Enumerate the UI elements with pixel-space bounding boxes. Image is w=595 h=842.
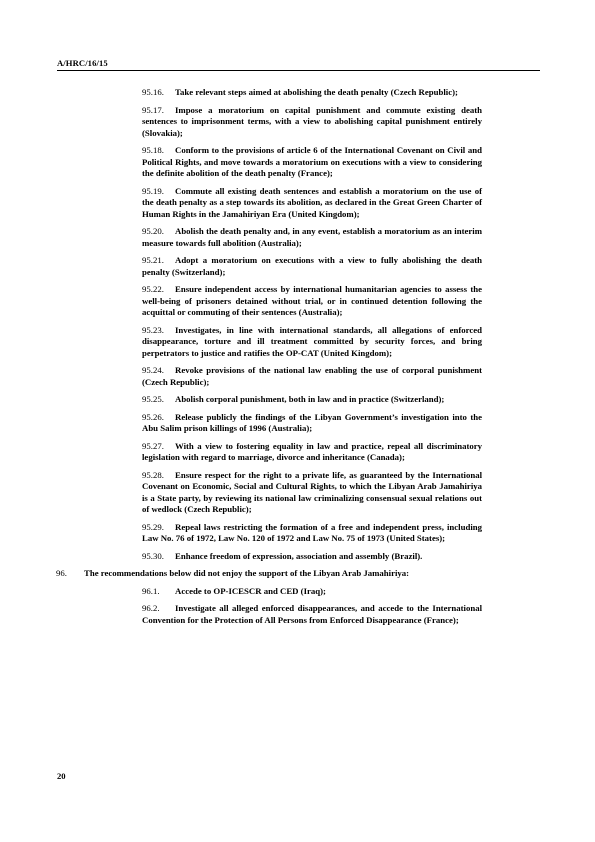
recommendation-item: [142, 551, 482, 563]
recommendation-text: Ensure independent access by international humanitarian agencies to assess the well-being of prisoners detained without trial, or in continued detention following the acquittal or commuting of their sentences (Australia);: [142, 284, 482, 317]
recommendation-item: [142, 226, 482, 249]
page-number: 20: [57, 771, 66, 781]
recommendations-96-list: [113, 586, 482, 627]
recommendation-text: Abolish the death penalty and, in any event, establish a moratorium as an interim measure towards full abolition (Australia);: [142, 226, 482, 248]
recommendation-item: [142, 586, 482, 598]
header-rule: [57, 70, 540, 71]
recommendation-number: 95.24.: [142, 365, 164, 375]
document-symbol: A/HRC/16/15: [57, 58, 108, 68]
recommendation-text: Abolish corporal punishment, both in law and in practice (Switzerland);: [175, 394, 445, 404]
recommendation-item: [142, 470, 482, 516]
paragraph-96: [56, 568, 482, 580]
recommendation-number: 96.2.: [142, 603, 160, 613]
recommendation-item: [142, 412, 482, 435]
recommendation-number: 95.17.: [142, 104, 164, 115]
recommendation-number: 95.18.: [142, 145, 164, 155]
recommendation-text: Revoke provisions of the national law enabling the use of corporal punishment (Czech Republic);: [142, 365, 482, 387]
recommendation-text: Conform to the provisions of article 6 of the International Covenant on Civil and Political Rights, and move towards a moratorium on executions with a view to considering the definite abolition of the death penalty (France);: [142, 145, 482, 178]
recommendation-text: Accede to OP-ICESCR and CED (Iraq);: [175, 585, 326, 596]
recommendation-text: Release publicly the findings of the Libyan Government’s investigation into the Abu Salim prison killings of 1996 (Australia);: [142, 411, 482, 433]
recommendation-number: 95.26.: [142, 411, 164, 422]
recommendation-text: With a view to fostering equality in law and practice, repeal all discriminatory legislation with regard to marriage, divorce and inheritance (Canada);: [142, 440, 482, 462]
recommendation-item: [142, 441, 482, 464]
recommendation-text: Repeal laws restricting the formation of a free and independent press, including Law No. 76 of 1972, Law No. 120 of 1972 and Law No. 75 of 1973 (United States);: [142, 521, 482, 543]
paragraph-text: The recommendations below did not enjoy the support of the Libyan Arab Jamahiriya:: [84, 568, 410, 578]
recommendation-text: Investigates, in line with international standards, all allegations of enforced disappearance, torture and ill treatment committed by security forces, and bring perpetrators to justice and ratifies the OP-CAT (United Kingdom);: [142, 324, 482, 358]
recommendation-number: 96.1.: [142, 585, 160, 596]
recommendation-item: [142, 394, 482, 406]
recommendation-item: [142, 603, 482, 626]
recommendation-item: [142, 87, 482, 99]
recommendation-number: 95.23.: [142, 324, 164, 335]
recommendation-number: 95.20.: [142, 226, 164, 236]
recommendation-item: [142, 255, 482, 278]
recommendation-number: 95.30.: [142, 550, 164, 561]
recommendation-number: 95.27.: [142, 440, 164, 451]
recommendation-item: [142, 284, 482, 319]
recommendation-item: [142, 186, 482, 221]
recommendation-text: Adopt a moratorium on executions with a view to fully abolishing the death penalty (Switzerland);: [142, 255, 482, 277]
recommendation-text: Impose a moratorium on capital punishment and commute existing death sentences to imprisonment terms, with a view to abolishing capital punishment entirely (Slovakia);: [142, 104, 482, 138]
recommendations-95-list: [113, 87, 482, 562]
recommendation-number: 95.21.: [142, 255, 164, 265]
recommendation-number: 95.19.: [142, 185, 164, 196]
recommendation-text: Take relevant steps aimed at abolishing the death penalty (Czech Republic);: [175, 87, 458, 97]
recommendation-number: 95.16.: [142, 87, 164, 97]
recommendation-item: [142, 105, 482, 140]
recommendation-number: 95.28.: [142, 469, 164, 480]
recommendation-item: [142, 522, 482, 545]
recommendation-number: 95.29.: [142, 521, 164, 532]
recommendation-text: Ensure respect for the right to a private life, as guaranteed by the International Covenant on Economic, Social and Cultural Rights, to which the Libyan Arab Jamahiriya is a State party, by reviewing its national law criminalizing consensual sexual relations out of wedlock (Czech Republic);: [142, 469, 482, 514]
recommendation-number: 95.22.: [142, 284, 164, 294]
recommendation-item: [142, 145, 482, 180]
recommendation-item: [142, 365, 482, 388]
recommendation-text: Enhance freedom of expression, association and assembly (Brazil).: [175, 550, 423, 561]
recommendation-number: 95.25.: [142, 394, 164, 404]
document-body: [56, 87, 482, 632]
recommendation-item: [142, 325, 482, 360]
recommendation-text: Commute all existing death sentences and establish a moratorium on the use of the death penalty as a step towards its abolition, as declared in the Great Green Charter of Human Rights in the Jamahiriyan Era (United Kingdom);: [142, 185, 482, 219]
recommendation-text: Investigate all alleged enforced disappearances, and accede to the International Convention for the Protection of All Persons from Enforced Disappearance (France);: [142, 603, 482, 625]
paragraph-number: 96.: [56, 568, 67, 578]
